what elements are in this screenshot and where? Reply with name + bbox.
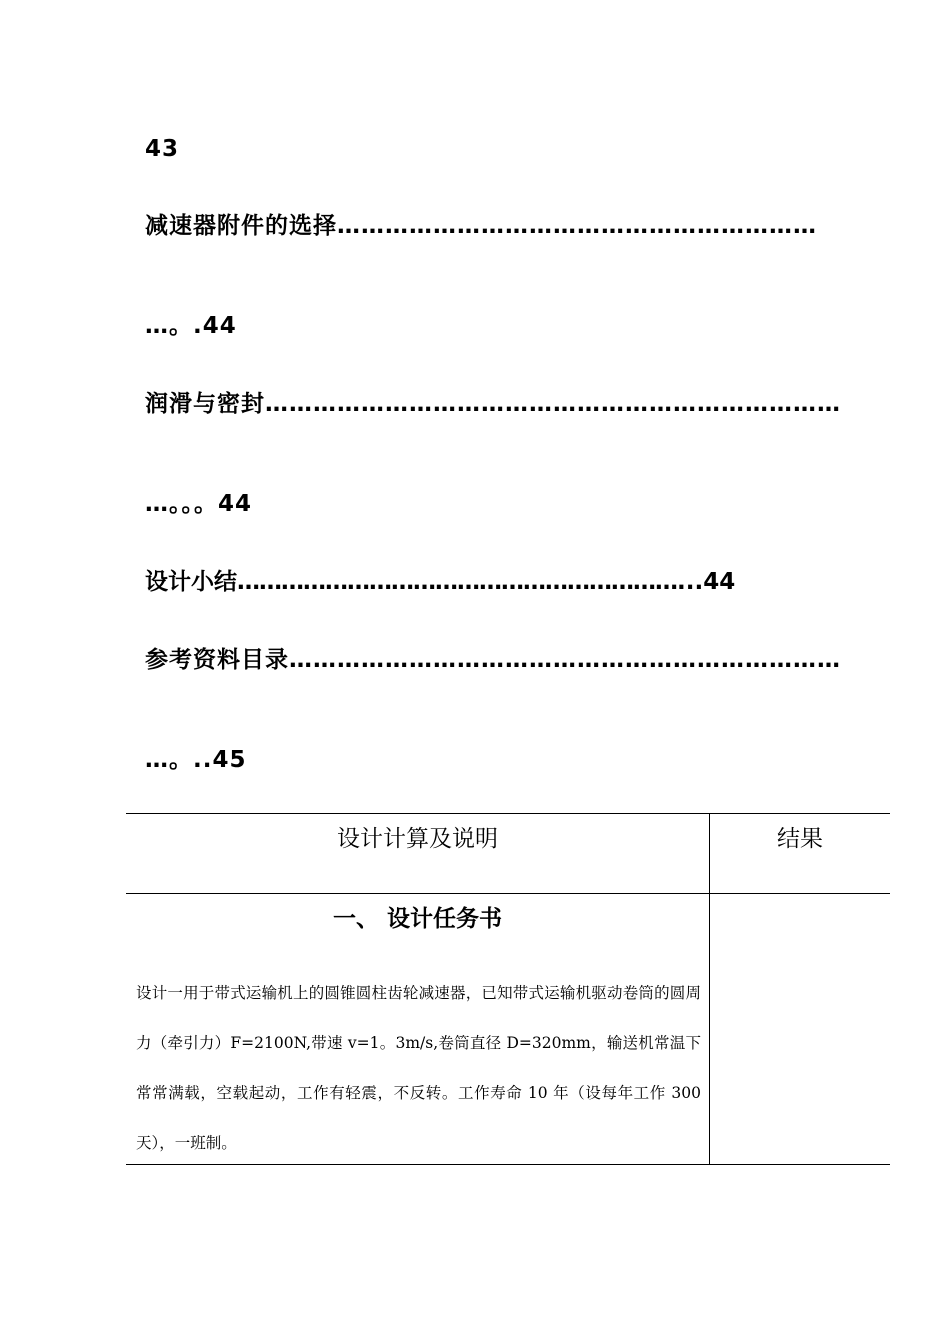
toc-item-accessories-page: …。.44 xyxy=(145,313,237,339)
toc-item-lubrication xyxy=(145,389,841,419)
toc-page-number-43: 43 xyxy=(145,136,180,162)
table-column-divider xyxy=(709,814,710,1164)
toc-leader-dots: …………………………………………………… xyxy=(337,213,817,239)
toc-item-summary xyxy=(145,567,735,597)
toc-leader-dots: …………………………………………………… xyxy=(237,569,677,595)
table-header-result: 结果 xyxy=(777,826,823,852)
toc-item-page: ...44 xyxy=(677,569,736,595)
design-table xyxy=(126,813,890,1165)
toc-item-references xyxy=(145,645,841,675)
toc-item-references-page: …。..45 xyxy=(145,747,247,773)
toc-leader-dots: ……………………………………………………………… xyxy=(265,391,841,417)
toc-item-title: 参考资料目录 xyxy=(145,647,289,673)
table-header-design-calculation: 设计计算及说明 xyxy=(337,826,498,852)
toc-item-lubrication-page: …。。。44 xyxy=(145,491,253,517)
toc-item-title: 减速器附件的选择 xyxy=(145,213,337,239)
section-title: 一、 设计任务书 xyxy=(332,906,502,932)
design-task-paragraph: 设计一用于带式运输机上的圆锥圆柱齿轮减速器，已知带式运输机驱动卷筒的圆周力（牵引力）F=2100N,带速 v=1。3m/s,卷筒直径 D=320mm，输送机常温下常常满载，空载起动，工作有轻震，不反转。工作寿命 10 年（设每年工作 300 天），一班制。 xyxy=(136,984,701,1152)
toc-leader-dots: …………………………………………………………… xyxy=(289,647,841,673)
table-header-divider xyxy=(126,893,890,894)
toc-item-accessories xyxy=(145,211,817,241)
toc-item-title: 设计小结 xyxy=(145,569,237,595)
toc-item-title: 润滑与密封 xyxy=(145,391,265,417)
